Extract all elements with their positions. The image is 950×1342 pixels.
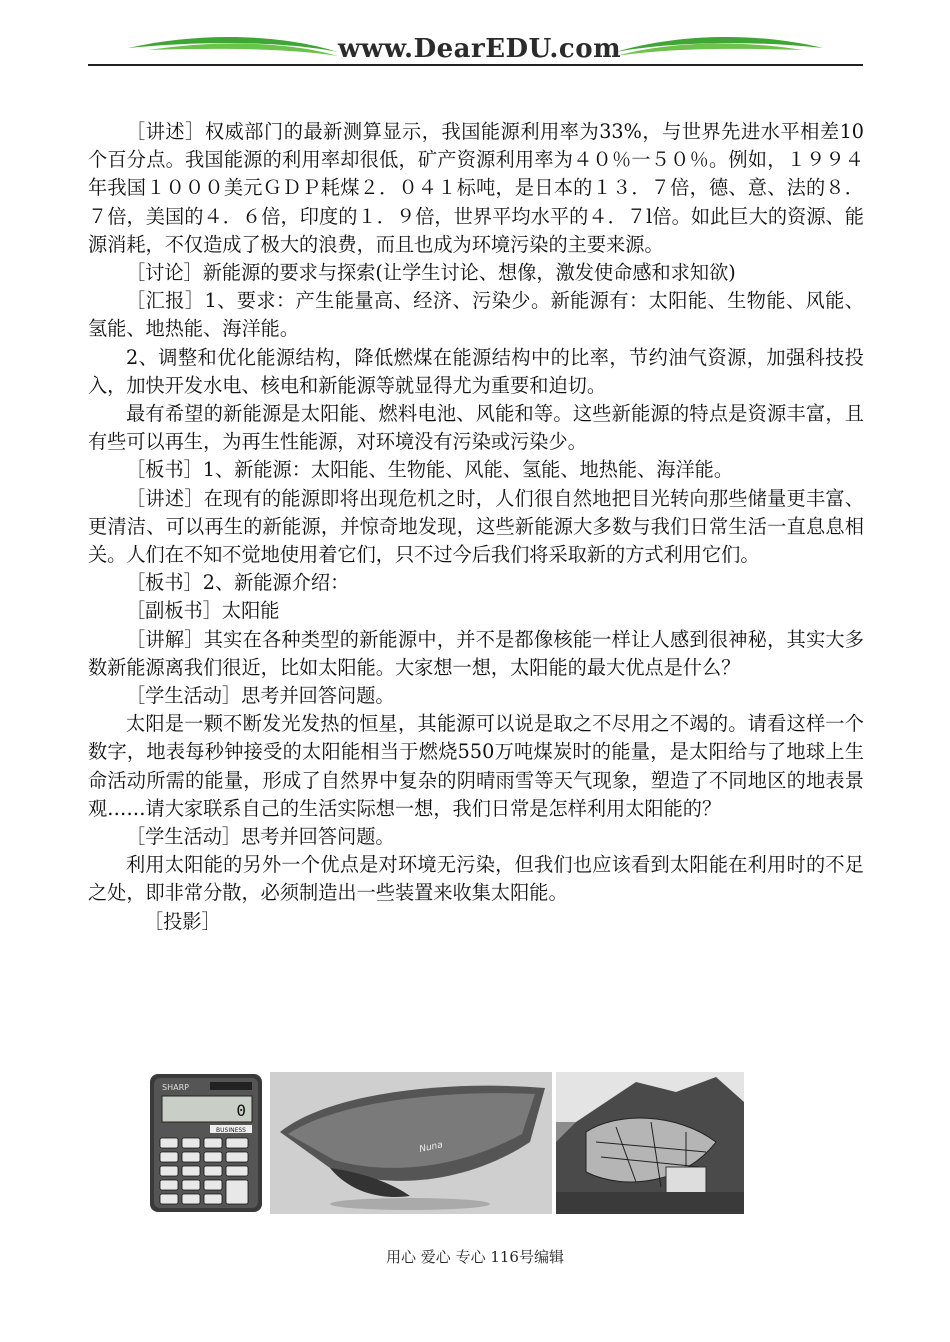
document-body: [88, 118, 864, 936]
paragraph-board-1: ［板书］1、新能源：太阳能、生物能、风能、氢能、地热能、海洋能。: [126, 458, 734, 482]
page-header: [88, 28, 863, 70]
page-footer: 用心 爱心 专心 116号编辑: [386, 1248, 564, 1266]
solar-car-label: Nuna: [418, 1140, 444, 1155]
paragraph-student-activity-2: ［学生活动］思考并回答问题。: [126, 825, 395, 849]
site-logo-text: www.DearEDU.com: [338, 34, 622, 64]
solar-calculator-image: [148, 1072, 264, 1214]
solar-car-icon: [270, 1072, 552, 1214]
header-rule: [88, 64, 863, 66]
paragraph-explanation: ［讲解］其实在各种类型的新能源中，并不是都像核能一样让人感到很神秘，其实大多数新能源离我们很近，比如太阳能。大家想一想，太阳能的最大优点是什么？: [88, 627, 864, 679]
paragraph-report: ［汇报］1、要求：产生能量高、经济、污染少。新能源有：太阳能、生物能、风能、氢能、地热能、海洋能。: [88, 289, 864, 341]
solar-cooker-image: [556, 1072, 744, 1214]
paragraph-discussion: ［讨论］新能源的要求与探索(让学生讨论、想像，激发使命感和求知欲): [126, 261, 736, 285]
paragraph-solar-advantage: 利用太阳能的另外一个优点是对环境无污染，但我们也应该看到太阳能在利用时的不足之处，即非常分散，必须制造出一些装置来收集太阳能。: [88, 853, 864, 905]
paragraph-board-2: ［板书］2、新能源介绍：: [126, 571, 350, 595]
paragraph-adjust-structure: 2、调整和优化能源结构，降低燃煤在能源结构中的比率，节约油气资源，加强科技投入，加快开发水电、核电和新能源等就显得尤为重要和迫切。: [88, 345, 864, 397]
calculator-display: 0: [236, 1101, 246, 1120]
paragraph-promising-energy: 最有希望的新能源是太阳能、燃料电池、风能和等。这些新能源的特点是资源丰富，且有些可以再生，为再生性能源，对环境没有污染或污染少。: [88, 402, 864, 454]
calculator-badge: BUSINESS: [216, 1127, 246, 1134]
calculator-brand: SHARP: [162, 1083, 189, 1092]
solar-car-image: [270, 1072, 552, 1214]
projection-images: [148, 1072, 748, 1214]
paragraph-student-activity-1: ［学生活动］思考并回答问题。: [126, 684, 395, 708]
calculator-icon: [148, 1072, 264, 1214]
solar-cooker-icon: [556, 1072, 744, 1214]
paragraph-sub-board-solar: ［副板书］太阳能: [126, 599, 280, 623]
paragraph-sun-description: 太阳是一颗不断发光发热的恒星，其能源可以说是取之不尽用之不竭的。请看这样一个数字，地表每秒钟接受的太阳能相当于燃烧550万吨煤炭时的能量，是太阳给与了地球上生命活动所需的能量，形成了自然界中复杂的阴晴雨雪等天气现象，塑造了不同地区的地表景观……请大家联系自己的生活实际想一想，我们日常是怎样利用太阳能的？: [88, 712, 864, 820]
paragraph-lecture-crisis: ［讲述］在现有的能源即将出现危机之时，人们很自然地把目光转向那些储量更丰富、更清洁、可以再生的新能源，并惊奇地发现，这些新能源大多数与我们日常生活一直息息相关。人们在不知不觉地使用着它们，只不过今后我们将采取新的方式利用它们。: [88, 486, 864, 567]
paragraph-projection: ［投影］: [144, 909, 221, 933]
paragraph-lecture-energy-rate: ［讲述］权威部门的最新测算显示，我国能源利用率为33%，与世界先进水平相差10个百分点。我国能源的利用率却很低，矿产资源利用率为４０％一５０％。例如，１９９４年我国１０００美元ＧＤＰ耗煤２．０４１标吨，是日本的１３．７倍，德、意、法的８．７倍，美国的４．６倍，印度的１．９倍，世界平均水平的４．７l倍。如此巨大的资源、能源消耗，不仅造成了极大的浪费，而且也成为环境污染的主要来源。: [88, 120, 864, 256]
